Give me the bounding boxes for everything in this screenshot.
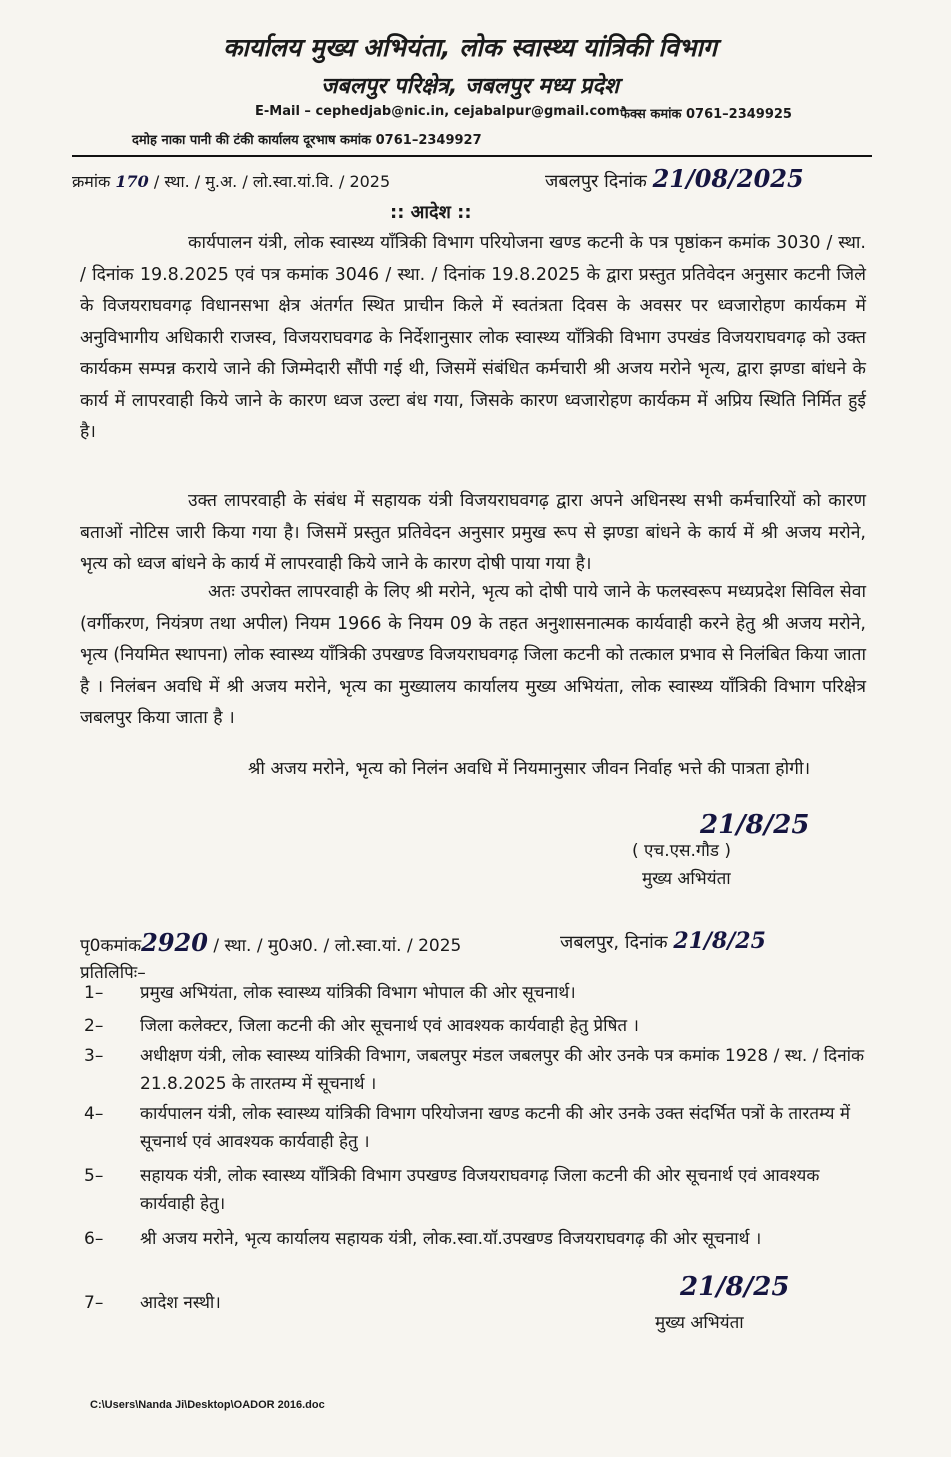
copy-to-item [80, 1012, 870, 1040]
copy-to-item-number: 7– [84, 1293, 104, 1313]
order-number [72, 170, 390, 192]
copy-to-label: प्रतिलिपिः– [80, 963, 146, 983]
copy-to-item-number: 1– [84, 983, 104, 1003]
order-date-handwritten: 21/08/2025 [652, 164, 804, 193]
signatory-title-1: मुख्य अभियंता [642, 869, 731, 889]
order-title: :: आदेश :: [390, 202, 472, 223]
copy-to-item [80, 979, 870, 1007]
file-path: C:\Users\Nanda Ji\Desktop\OADOR 2016.doc [90, 1399, 325, 1411]
office-email: E-Mail – cephedjab@nic.in, cejabalpur@gmail.com [255, 104, 620, 119]
copy-to-item-number: 5– [84, 1166, 104, 1186]
endorsement-number-prefix: पृ0कमांक [80, 936, 142, 956]
endorsement-date-handwritten: 21/8/25 [673, 928, 766, 954]
copy-to-item-number: 4– [84, 1104, 104, 1124]
copy-to-item-text: श्री अजय मरोने, भृत्य कार्यालय सहायक यंत्री, लोक.स्वा.यॉ.उपखण्ड विजयराघवगढ़ की ओर सूचनार्थ । [140, 1229, 762, 1249]
order-number-suffix: / स्था. / मु.अ. / लो.स्वा.यां.वि. / 2025 [153, 172, 391, 191]
copy-to-item-text: आदेश नस्थी। [140, 1293, 221, 1313]
endorsement-place-date [560, 928, 766, 954]
signatory-title-2: मुख्य अभियंता [655, 1313, 744, 1333]
order-place-date [545, 164, 804, 193]
copy-to-item [80, 1162, 870, 1218]
office-fax: फैक्स कमांक 0761–2349925 [620, 107, 792, 122]
order-place: जबलपुर दिनांक [545, 171, 647, 192]
header-divider [72, 155, 872, 157]
copy-to-item [80, 1100, 870, 1156]
order-paragraph-3: अतः उपरोक्त लापरवाही के लिए श्री मरोने, भृत्य को दोषी पाये जाने के फलस्वरूप मध्यप्रदेश सिविल सेवा (वर्गीकरण, नियंत्रण तथा अपील) नियम 1966 के नियम 09 के तहत अनुशासनात्मक कार्यवाही करने हेतु श्री अजय मरोने, भृत्य (नियमित स्थापना) लोक स्वास्थ्य यॉंत्रिकी उपखण्ड विजयराघवगढ़ जिला कटनी को तत्काल प्रभाव से निलंबित किया जाता है । निलंबन अवधि में श्री अजय मरोने, भृत्य का मुख्यालय कार्यालय मुख्य अभियंता, लोक स्वास्थ्य यॉंत्रिकी विभाग परिक्षेत्र जबलपुर किया जाता है । [80, 582, 866, 728]
order-number-handwritten: 170 [115, 172, 149, 191]
signature-2: 21/8/25 [680, 1272, 790, 1302]
order-paragraph-1: कार्यपालन यंत्री, लोक स्वास्थ्य यॉंत्रिकी विभाग परियोजना खण्ड कटनी के पत्र पृष्ठांकन कमांक 3030 / स्था. / दिनांक 19.8.2025 एवं पत्र कमांक 3046 / स्था. / दिनांक 19.8.2025 के द्वारा प्रस्तुत प्रतिवेदन अनुसार कटनी जिले के विजयराघवगढ़ विधानसभा क्षेत्र अंतर्गत स्थित प्राचीन किले में स्वतंत्रता दिवस के अवसर पर ध्वजारोहण कार्यकम में अनुविभागीय अधिकारी राजस्व, विजयराघवगढ के निर्देशानुसार लोक स्वास्थ्य यॉंत्रिकी विभाग उपखंड विजयराघवगढ़ को उक्त कार्यकम सम्पन्न कराये जाने की जिम्मेदारी सौंपी गई थी, जिसमें संबंधित कर्मचारी श्री अजय मरोने भृत्य, द्वारा झण्डा बांधने के कार्य में लापरवाही किये जाने के कारण ध्वज उल्टा बंध गया, जिसके कारण ध्वजारोहण कार्यकम में अप्रिय स्थिति निर्मित हुई है। [80, 233, 866, 442]
order-paragraph-2: उक्त लापरवाही के संबंध में सहायक यंत्री विजयराघवगढ़ द्वारा अपने अधिनस्थ सभी कर्मचारियों को कारण बताओं नोटिस जारी किया गया है। जिसमें प्रस्तुत प्रतिवेदन अनुसार प्रमुख रूप से झण्डा बांधने के कार्य में श्री अजय मरोने, भृत्य को ध्वज बांधने के कार्य में लापरवाही किये जाने के कारण दोषी पाया गया है। [80, 491, 866, 574]
office-address: दमोह नाका पानी की टंकी कार्यालय दूरभाष कमांक 0761–2349927 [132, 133, 482, 148]
copy-to-item [80, 1225, 870, 1253]
copy-to-item-text: अधीक्षण यंत्री, लोक स्वास्थ्य यांत्रिकी विभाग, जबलपुर मंडल जबलपुर की ओर उनके पत्र कमांक 1928 / स्थ. / दिनांक 21.8.2025 के तारतम्य में सूचनार्थ । [140, 1046, 865, 1094]
copy-to-item-number: 2– [84, 1016, 104, 1036]
copy-to-item-text: सहायक यंत्री, लोक स्वास्थ्य यॉंत्रिकी विभाग उपखण्ड विजयराघवगढ़ जिला कटनी की ओर सूचनार्थ एवं आवश्यक कार्यवाही हेतु। [140, 1166, 820, 1214]
order-paragraph-4: श्री अजय मरोने, भृत्य को निलंन अवधि में नियमानुसार जीवन निर्वाह भत्ते की पात्रता होगी। [248, 759, 811, 779]
endorsement-number-suffix: / स्था. / मु0अ0. / लो.स्वा.यां. / 2025 [213, 936, 462, 956]
order-number-prefix: क्रमांक [72, 172, 111, 191]
copy-to-item-text: कार्यपालन यंत्री, लोक स्वास्थ्य यांत्रिकी विभाग परियोजना खण्ड कटनी की ओर उनके उक्त संदर्भित पत्रों के तारतम्य में सूचनार्थ एवं आवश्यक कार्यवाही हेतु । [140, 1104, 851, 1152]
signatory-name: ( एच.एस.गौड ) [632, 841, 732, 861]
office-title-line1: कार्यालय मुख्य अभियंता, लोक स्वास्थ्य यांत्रिकी विभाग [223, 33, 717, 62]
endorsement-number [80, 928, 461, 957]
office-title-line2: जबलपुर परिक्षेत्र, जबलपुर मध्य प्रदेश [320, 74, 620, 99]
endorsement-number-handwritten: 2920 [141, 928, 208, 957]
copy-to-item-text: जिला कलेक्टर, जिला कटनी की ओर सूचनार्थ एवं आवश्यक कार्यवाही हेतु प्रेषित । [140, 1016, 639, 1036]
signature-1: 21/8/25 [700, 810, 810, 840]
copy-to-item-number: 6– [84, 1229, 104, 1249]
copy-to-item-number: 3– [84, 1046, 104, 1066]
copy-to-item-text: प्रमुख अभियंता, लोक स्वास्थ्य यांत्रिकी विभाग भोपाल की ओर सूचनार्थ। [140, 983, 576, 1003]
endorsement-place: जबलपुर, दिनांक [560, 932, 668, 953]
copy-to-item [80, 1042, 870, 1098]
